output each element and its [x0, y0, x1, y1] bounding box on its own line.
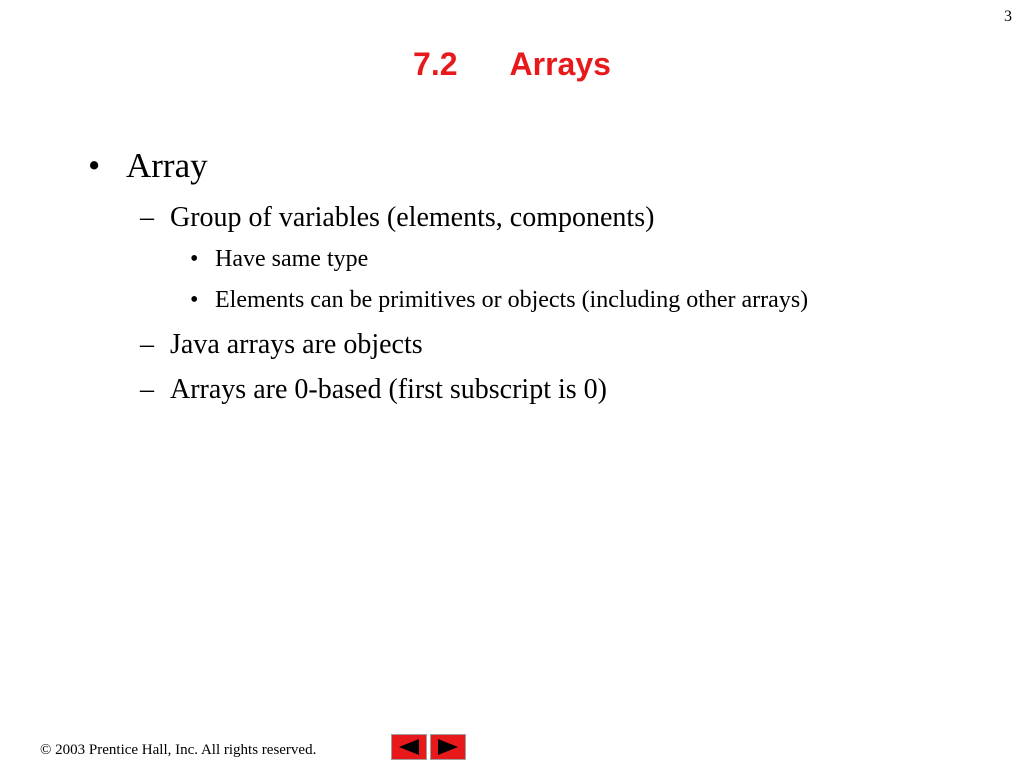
triangle-right-icon [436, 738, 460, 756]
slide-title [0, 46, 1024, 83]
bullet-text: Have same type [215, 246, 369, 272]
bullet-text: Array [126, 146, 208, 185]
bullet-marker: • [190, 246, 199, 272]
bullet-text: Arrays are 0-based (first subscript is 0) [170, 374, 607, 405]
bullet-text: Group of variables (elements, components) [170, 202, 655, 233]
dash-marker: – [140, 329, 154, 360]
dash-marker: – [140, 374, 154, 405]
slide-navigation [391, 734, 466, 760]
bullet-marker: • [88, 146, 101, 185]
copyright-symbol: © [40, 742, 52, 758]
bullet-text: Java arrays are objects [170, 329, 423, 360]
dash-marker: – [140, 202, 154, 233]
previous-slide-button[interactable] [391, 734, 427, 760]
next-slide-button[interactable] [430, 734, 466, 760]
page-number: 3 [1004, 8, 1012, 25]
title-text: Arrays [509, 46, 611, 82]
copyright-notice [40, 742, 316, 759]
triangle-left-icon [397, 738, 421, 756]
bullet-text: Elements can be primitives or objects (including other arrays) [215, 287, 809, 313]
bullet-marker: • [190, 287, 199, 313]
title-section-number: 7.2 [413, 46, 458, 82]
copyright-text: 2003 Prentice Hall, Inc. All rights reserved. [51, 742, 317, 758]
